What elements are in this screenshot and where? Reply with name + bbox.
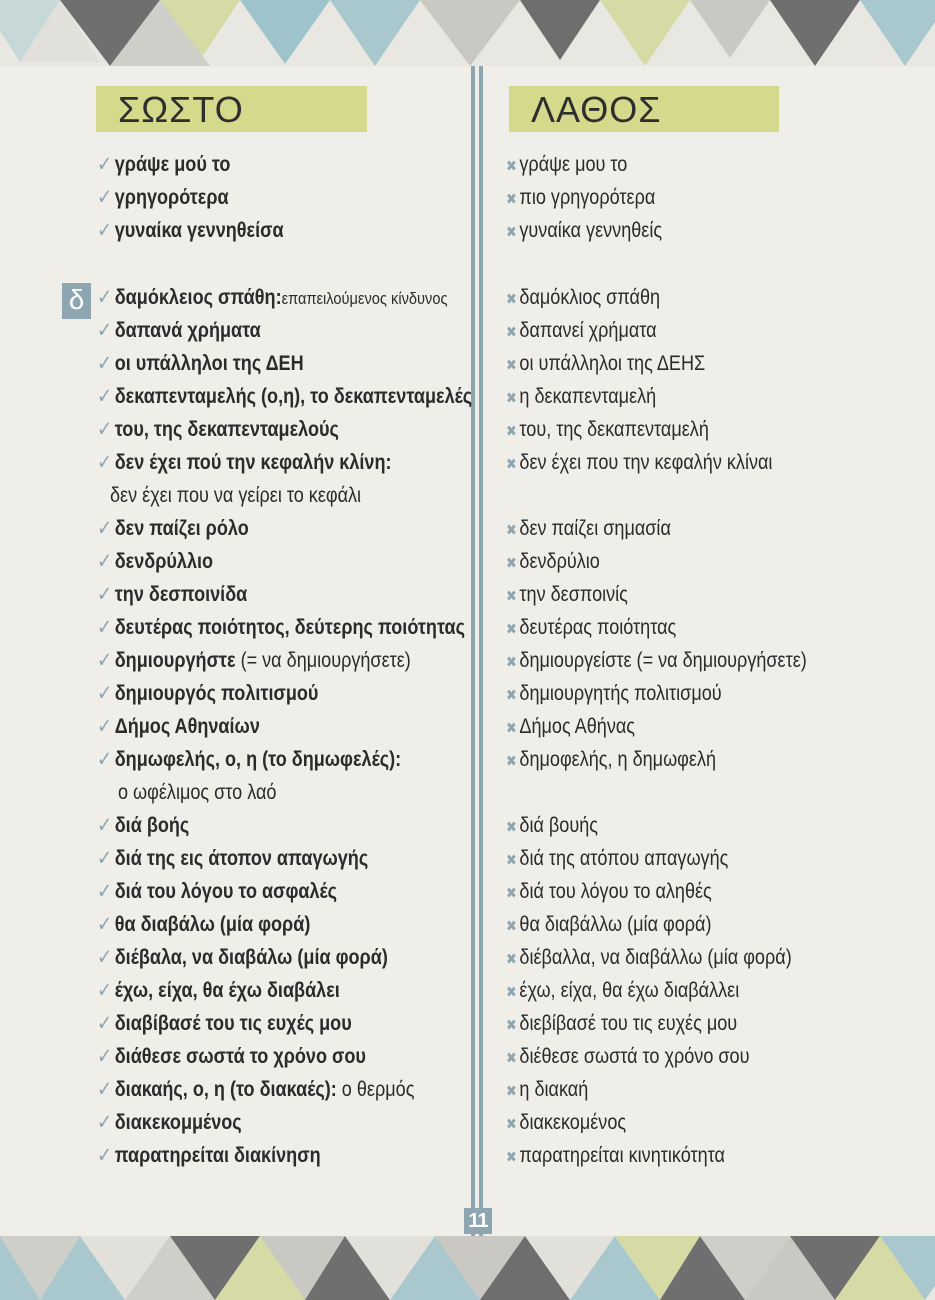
wrong-entry: ✖ δεν έχει που την κεφαλήν κλίναι (506, 451, 773, 474)
check-icon: ✓ (97, 880, 113, 903)
check-icon: ✓ (97, 153, 113, 176)
wrong-entry: ✖ δημιουργητής πολιτισμού (506, 682, 722, 705)
check-icon: ✓ (97, 1078, 113, 1101)
wrong-entry: ✖ δενδρύλιο (506, 550, 600, 573)
wrong-entry: ✖ δημιουργείστε (= να δημιουργήσετε) (506, 649, 807, 672)
check-icon: ✓ (97, 1144, 113, 1167)
check-icon: ✓ (97, 748, 113, 771)
cross-icon: ✖ (506, 158, 517, 175)
cross-icon: ✖ (506, 456, 517, 473)
correct-entry: ✓ δεν έχει πού την κεφαλήν κλίνη: (97, 451, 392, 474)
check-icon: ✓ (97, 682, 113, 705)
cross-icon: ✖ (506, 753, 517, 770)
cross-icon: ✖ (506, 852, 517, 869)
cross-icon: ✖ (506, 357, 517, 374)
wrong-entry: ✖ οι υπάλληλοι της ΔΕΗΣ (506, 352, 706, 375)
check-icon: ✓ (97, 286, 113, 309)
correct-entry: ✓ γυναίκα γεννηθείσα (97, 219, 284, 242)
check-icon: ✓ (97, 550, 113, 573)
wrong-entry: ✖ γυναίκα γεννηθείς (506, 219, 663, 242)
cross-icon: ✖ (506, 423, 517, 440)
wrong-entry: ✖ παρατηρείται κινητικότητα (506, 1144, 725, 1167)
correct-entry: ✓ διά του λόγου το ασφαλές (97, 880, 338, 903)
wrong-entry: ✖ δαμόκλιος σπάθη (506, 286, 661, 309)
check-icon: ✓ (97, 583, 113, 606)
wrong-entry: ✖ διέβαλλα, να διαβάλλω (μία φορά) (506, 946, 792, 969)
correct-entry: ✓ διακεκομμένος (97, 1111, 242, 1134)
correct-entry: ✓ θα διαβάλω (μία φορά) (97, 913, 311, 936)
wrong-entry: ✖ την δεσποινίς (506, 583, 628, 606)
wrong-entry: ✖ η διακαή (506, 1078, 589, 1101)
center-divider-left (471, 66, 475, 1236)
cross-icon: ✖ (506, 291, 517, 308)
wrong-entry: ✖ πιο γρηγορότερα (506, 186, 656, 209)
check-icon: ✓ (97, 946, 113, 969)
check-icon: ✓ (97, 219, 113, 242)
wrong-entry: ✖ η δεκαπενταμελή (506, 385, 657, 408)
wrong-column-header: ΛΑΘΟΣ (509, 86, 779, 132)
correct-entry: ✓ δευτέρας ποιότητος, δεύτερης ποιότητας (97, 616, 465, 639)
check-icon: ✓ (97, 418, 113, 441)
cross-icon: ✖ (506, 324, 517, 341)
check-icon: ✓ (97, 913, 113, 936)
check-icon: ✓ (97, 1012, 113, 1035)
cross-icon: ✖ (506, 819, 517, 836)
section-letter-badge: δ (62, 283, 91, 319)
cross-icon: ✖ (506, 1083, 517, 1100)
cross-icon: ✖ (506, 191, 517, 208)
cross-icon: ✖ (506, 1017, 517, 1034)
cross-icon: ✖ (506, 555, 517, 572)
cross-icon: ✖ (506, 1050, 517, 1067)
wrong-entry: ✖ διά βουής (506, 814, 598, 837)
wrong-entry: ✖ δημοφελής, η δημωφελή (506, 748, 717, 771)
cross-icon: ✖ (506, 885, 517, 902)
wrong-entry: ✖ δεν παίζει σημασία (506, 517, 671, 540)
correct-entry: ✓ οι υπάλληλοι της ΔΕΗ (97, 352, 304, 375)
correct-entry: ✓ διέβαλα, να διαβάλω (μία φορά) (97, 946, 388, 969)
cross-icon: ✖ (506, 588, 517, 605)
cross-icon: ✖ (506, 1116, 517, 1133)
cross-icon: ✖ (506, 1149, 517, 1166)
correct-entry: ✓ διακαής, ο, η (το διακαές): ο θερμός (97, 1078, 415, 1101)
correct-entry: ✓ δενδρύλλιο (97, 550, 214, 573)
correct-entry: ✓ δημιουργήστε (= να δημιουργήσετε) (97, 649, 411, 672)
check-icon: ✓ (97, 1111, 113, 1134)
cross-icon: ✖ (506, 720, 517, 737)
correct-entry: ✓ την δεσποινίδα (97, 583, 248, 606)
correct-entry-explanation: ο ωφέλιμος στο λαό (118, 781, 277, 804)
center-divider-right (479, 66, 483, 1236)
correct-entry: ✓ δεν παίζει ρόλο (97, 517, 249, 540)
check-icon: ✓ (97, 1045, 113, 1068)
check-icon: ✓ (97, 352, 113, 375)
cross-icon: ✖ (506, 687, 517, 704)
correct-entry: ✓ διαβίβασέ του τις ευχές μου (97, 1012, 352, 1035)
check-icon: ✓ (97, 979, 113, 1002)
check-icon: ✓ (97, 616, 113, 639)
wrong-entry: ✖ δαπανεί χρήματα (506, 319, 657, 342)
cross-icon: ✖ (506, 224, 517, 241)
correct-entry: ✓ δημιουργός πολιτισμού (97, 682, 319, 705)
wrong-entry: ✖ δευτέρας ποιότητας (506, 616, 677, 639)
cross-icon: ✖ (506, 522, 517, 539)
cross-icon: ✖ (506, 621, 517, 638)
cross-icon: ✖ (506, 918, 517, 935)
wrong-entry: ✖ διά της ατόπου απαγωγής (506, 847, 729, 870)
check-icon: ✓ (97, 451, 113, 474)
check-icon: ✓ (97, 814, 113, 837)
wrong-entry: ✖ διεβίβασέ του τις ευχές μου (506, 1012, 738, 1035)
correct-entry: ✓ διά της εις άτοπον απαγωγής (97, 847, 369, 870)
correct-entry: ✓ διά βοής (97, 814, 190, 837)
wrong-entry: ✖ διακεκομένος (506, 1111, 627, 1134)
wrong-entry: ✖ Δήμος Αθήνας (506, 715, 635, 738)
check-icon: ✓ (97, 715, 113, 738)
correct-entry: ✓ δαπανά χρήματα (97, 319, 261, 342)
top-decorative-band (0, 0, 935, 66)
correct-entry-explanation: δεν έχει που να γείρει το κεφάλι (110, 484, 362, 507)
correct-entry: ✓ έχω, είχα, θα έχω διαβάλει (97, 979, 340, 1002)
check-icon: ✓ (97, 385, 113, 408)
correct-entry: ✓ δεκαπενταμελής (ο,η), το δεκαπενταμελές (97, 385, 473, 408)
correct-entry: ✓ διάθεσε σωστά το χρόνο σου (97, 1045, 366, 1068)
wrong-entry: ✖ διέθεσε σωστά το χρόνο σου (506, 1045, 750, 1068)
check-icon: ✓ (97, 517, 113, 540)
bottom-decorative-band (0, 1236, 935, 1300)
correct-entry: ✓ γράψε μού το (97, 153, 231, 176)
cross-icon: ✖ (506, 390, 517, 407)
cross-icon: ✖ (506, 951, 517, 968)
correct-entry: ✓ δημωφελής, ο, η (το δημωφελές): (97, 748, 402, 771)
page-number: 11 (464, 1208, 492, 1234)
check-icon: ✓ (97, 319, 113, 342)
wrong-entry: ✖ έχω, είχα, θα έχω διαβάλλει (506, 979, 740, 1002)
check-icon: ✓ (97, 649, 113, 672)
correct-entry: ✓ δαμόκλειος σπάθη:επαπειλούμενος κίνδυνος (97, 286, 448, 309)
wrong-entry: ✖ διά του λόγου το αληθές (506, 880, 712, 903)
wrong-entry: ✖ θα διαβάλλω (μία φορά) (506, 913, 712, 936)
correct-entry: ✓ του, της δεκαπενταμελούς (97, 418, 339, 441)
wrong-entry: ✖ του, της δεκαπενταμελή (506, 418, 709, 441)
correct-column-header: ΣΩΣΤΟ (96, 86, 367, 132)
check-icon: ✓ (97, 847, 113, 870)
cross-icon: ✖ (506, 654, 517, 671)
cross-icon: ✖ (506, 984, 517, 1001)
correct-entry: ✓ γρηγορότερα (97, 186, 229, 209)
correct-entry: ✓ παρατηρείται διακίνηση (97, 1144, 321, 1167)
check-icon: ✓ (97, 186, 113, 209)
wrong-entry: ✖ γράψε μου το (506, 153, 628, 176)
correct-entry: ✓ Δήμος Αθηναίων (97, 715, 260, 738)
